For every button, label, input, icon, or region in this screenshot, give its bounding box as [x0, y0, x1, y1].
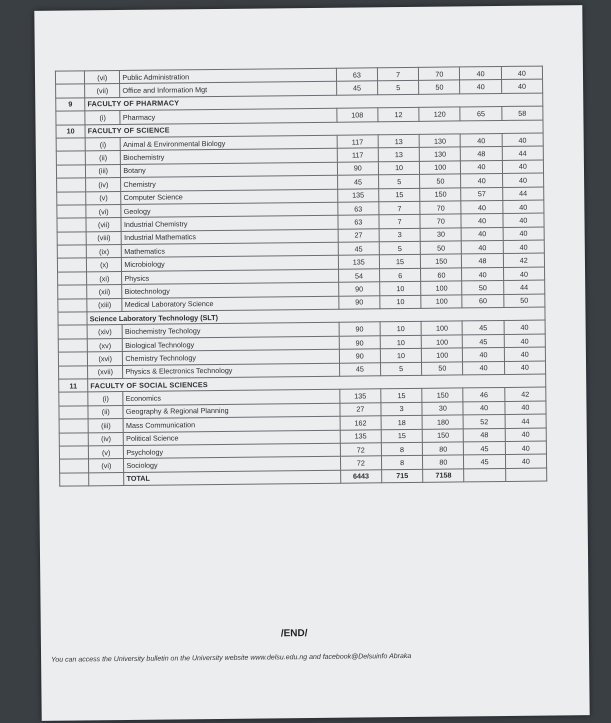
serial-number-cell — [56, 138, 85, 152]
quota-cell: 90 — [339, 336, 380, 350]
quota-total-cell: 50 — [419, 80, 460, 94]
quota-cell: 90 — [338, 282, 379, 296]
cutoff-cell: 40 — [502, 173, 543, 187]
roman-index-cell: (xv) — [87, 338, 122, 352]
serial-number-cell — [59, 419, 88, 433]
programme-name-cell: Pharmacy — [120, 108, 336, 124]
roman-index-cell: (xi) — [87, 271, 122, 285]
quota-cell: 7 — [379, 201, 420, 215]
quota-cell: 5 — [378, 174, 419, 188]
programme-name-cell: Industrial Mathematics — [121, 229, 337, 245]
quota-cell: 13 — [378, 134, 419, 148]
cutoff-cell: 40 — [462, 241, 503, 255]
programme-name-cell: Political Science — [124, 430, 340, 446]
cutoff-cell: 40 — [463, 348, 504, 362]
roman-index-cell: (viii) — [86, 231, 121, 245]
quota-cell: 3 — [381, 402, 422, 416]
quota-cell: 5 — [378, 81, 419, 95]
admission-quota-table — [55, 66, 547, 487]
roman-index-cell: (v) — [86, 191, 121, 205]
serial-number-cell — [58, 298, 87, 312]
quota-cell: 715 — [382, 469, 423, 483]
roman-index-cell: (x) — [87, 258, 122, 272]
programme-name-cell: Botany — [121, 162, 337, 178]
quota-cell: 6443 — [340, 469, 381, 483]
cutoff-cell: 48 — [461, 147, 502, 161]
programme-name-cell: Geology — [121, 202, 337, 218]
quota-cell: 45 — [336, 81, 377, 95]
programme-name-cell: Chemistry Technology — [123, 349, 339, 365]
cutoff-cell: 40 — [462, 267, 503, 281]
roman-index-cell: (ii) — [85, 151, 120, 165]
serial-number-cell: 9 — [56, 98, 85, 112]
cutoff-cell: 40 — [501, 66, 542, 80]
programme-name-cell: Psychology — [124, 443, 340, 459]
quota-total-cell: 130 — [419, 147, 460, 161]
quota-cell: 18 — [381, 416, 422, 430]
roman-index-cell: (vii) — [86, 218, 121, 232]
roman-index-cell: (xvi) — [88, 352, 123, 366]
quota-cell: 90 — [337, 162, 378, 176]
serial-number-cell — [59, 365, 88, 379]
roman-index-cell: (xiv) — [87, 325, 122, 339]
quota-cell: 117 — [337, 135, 378, 149]
serial-number-cell — [59, 406, 88, 420]
quota-cell: 10 — [380, 282, 421, 296]
cutoff-cell: 45 — [464, 455, 505, 469]
programme-name-cell: Computer Science — [121, 189, 337, 205]
quota-cell: 10 — [378, 161, 419, 175]
cutoff-cell — [505, 468, 546, 482]
cutoff-cell: 40 — [505, 428, 546, 442]
serial-number-cell — [59, 459, 88, 473]
cutoff-cell: 40 — [504, 320, 545, 334]
cutoff-cell: 57 — [461, 187, 502, 201]
quota-cell: 135 — [339, 389, 380, 403]
cutoff-cell: 40 — [462, 227, 503, 241]
serial-number-cell — [60, 473, 89, 487]
serial-number-cell — [57, 191, 86, 205]
programme-name-cell: Microbiology — [122, 256, 338, 272]
cutoff-cell: 40 — [461, 200, 502, 214]
quota-cell: 54 — [338, 269, 379, 283]
cutoff-cell: 40 — [461, 133, 502, 147]
serial-number-cell — [58, 285, 87, 299]
footer-note: You can access the University bulletin on the University website www.delsu.edu.ng and facebook@Delsuinfo Abraka — [51, 652, 412, 664]
cutoff-cell: 40 — [503, 240, 544, 254]
cutoff-cell: 42 — [504, 387, 545, 401]
serial-number-cell — [57, 205, 86, 219]
roman-index-cell: (i) — [85, 111, 120, 125]
quota-cell: 12 — [378, 108, 419, 122]
faculty-name-cell: FACULTY OF SCIENCE — [85, 120, 543, 138]
quota-cell: 90 — [339, 349, 380, 363]
roman-index-cell: (xiii) — [87, 298, 122, 312]
cutoff-cell: 50 — [503, 294, 544, 308]
roman-index-cell: (vii) — [85, 84, 120, 98]
cutoff-cell: 40 — [463, 401, 504, 415]
quota-total-cell: 7158 — [423, 469, 464, 483]
serial-number-cell — [56, 151, 85, 165]
quota-cell: 63 — [338, 202, 379, 216]
quota-total-cell: 30 — [420, 228, 461, 242]
cutoff-cell: 65 — [460, 107, 501, 121]
cutoff-cell: 45 — [464, 441, 505, 455]
quota-total-cell: 70 — [419, 67, 460, 81]
serial-number-cell — [58, 312, 87, 326]
roman-index-cell: (vi) — [85, 70, 120, 84]
faculty-name-cell: FACULTY OF PHARMACY — [85, 93, 543, 111]
roman-index-cell: (v) — [89, 445, 124, 459]
cutoff-cell: 60 — [462, 294, 503, 308]
quota-cell: 135 — [338, 255, 379, 269]
serial-number-cell — [57, 178, 86, 192]
quota-cell: 117 — [337, 148, 378, 162]
programme-name-cell: Economics — [123, 390, 339, 406]
cutoff-cell: 40 — [461, 214, 502, 228]
quota-cell: 10 — [380, 295, 421, 309]
quota-cell: 5 — [379, 241, 420, 255]
programme-name-cell: Biotechnology — [122, 282, 338, 298]
quota-total-cell: 100 — [422, 348, 463, 362]
roman-index-cell: (ix) — [86, 245, 121, 259]
quota-total-cell: 50 — [420, 174, 461, 188]
cutoff-cell: 40 — [505, 441, 546, 455]
roman-index-cell: (i) — [85, 137, 120, 151]
quota-cell: 72 — [340, 443, 381, 457]
roman-index-cell: (ii) — [88, 405, 123, 419]
document-page — [34, 5, 589, 721]
programme-name-cell: TOTAL — [124, 470, 340, 486]
quota-total-cell: 100 — [421, 295, 462, 309]
cutoff-cell: 40 — [503, 213, 544, 227]
programme-name-cell: Biochemistry — [121, 149, 337, 165]
programme-name-cell: Public Administration — [120, 68, 336, 84]
serial-number-cell — [55, 71, 84, 85]
programme-name-cell: Sociology — [124, 457, 340, 473]
quota-cell: 8 — [381, 442, 422, 456]
roman-index-cell: (iv) — [86, 178, 121, 192]
quota-cell: 63 — [336, 68, 377, 82]
quota-cell: 3 — [379, 228, 420, 242]
serial-number-cell: 10 — [56, 124, 85, 138]
cutoff-cell: 40 — [460, 67, 501, 81]
quota-total-cell: 150 — [420, 187, 461, 201]
quota-cell: 15 — [381, 429, 422, 443]
quota-total-cell: 150 — [422, 388, 463, 402]
quota-total-cell: 80 — [423, 455, 464, 469]
cutoff-cell: 45 — [463, 334, 504, 348]
cutoff-cell: 40 — [505, 454, 546, 468]
roman-index-cell: (iv) — [88, 432, 123, 446]
quota-total-cell: 80 — [423, 442, 464, 456]
quota-total-cell: 100 — [420, 161, 461, 175]
serial-number-cell — [57, 258, 86, 272]
programme-name-cell: Mass Communication — [123, 416, 339, 432]
quota-total-cell: 50 — [420, 241, 461, 255]
programme-name-cell: Industrial Chemistry — [121, 216, 337, 232]
quota-cell: 108 — [337, 108, 378, 122]
quota-cell: 90 — [339, 322, 380, 336]
cutoff-cell: 40 — [505, 401, 546, 415]
cutoff-cell: 42 — [503, 254, 544, 268]
serial-number-cell — [56, 84, 85, 98]
cutoff-cell: 40 — [502, 160, 543, 174]
roman-index-cell: (xii) — [87, 285, 122, 299]
programme-name-cell: Physics — [122, 269, 338, 285]
cutoff-cell: 40 — [463, 361, 504, 375]
quota-total-cell: 100 — [421, 281, 462, 295]
quota-total-cell: 180 — [422, 415, 463, 429]
programme-name-cell: Office and Information Mgt — [120, 82, 336, 98]
roman-index-cell: (iii) — [88, 419, 123, 433]
serial-number-cell: 11 — [59, 379, 88, 393]
quota-total-cell: 70 — [420, 201, 461, 215]
quota-cell: 8 — [381, 456, 422, 470]
quota-cell: 72 — [340, 456, 381, 470]
roman-index-cell: (iii) — [86, 164, 121, 178]
quota-total-cell: 100 — [421, 321, 462, 335]
programme-name-cell: Biochemistry Techology — [122, 323, 338, 339]
roman-index-cell: (vi) — [89, 459, 124, 473]
cutoff-cell: 40 — [504, 361, 545, 375]
cutoff-cell: 44 — [505, 414, 546, 428]
serial-number-cell — [57, 245, 86, 259]
quota-cell: 13 — [378, 148, 419, 162]
serial-number-cell — [59, 446, 88, 460]
programme-name-cell: Mathematics — [122, 242, 338, 258]
cutoff-cell: 50 — [462, 281, 503, 295]
quota-cell: 135 — [340, 429, 381, 443]
programme-name-cell: Chemistry — [121, 175, 337, 191]
quota-total-cell: 60 — [421, 268, 462, 282]
quota-cell: 45 — [337, 175, 378, 189]
roman-index-cell: (xvii) — [88, 365, 123, 379]
cutoff-cell: 40 — [501, 79, 542, 93]
cutoff-cell: 40 — [503, 200, 544, 214]
serial-number-cell — [56, 111, 85, 125]
cutoff-cell — [464, 468, 505, 482]
cutoff-cell: 40 — [504, 347, 545, 361]
subgroup-name-cell: Science Laboratory Technology (SLT) — [87, 307, 545, 325]
quota-cell: 90 — [339, 295, 380, 309]
programme-name-cell: Animal & Environmental Biology — [121, 135, 337, 151]
cutoff-cell: 44 — [503, 280, 544, 294]
quota-cell: 15 — [379, 255, 420, 269]
cutoff-cell: 58 — [502, 106, 543, 120]
quota-cell: 5 — [380, 362, 421, 376]
faculty-name-cell: FACULTY OF SOCIAL SCIENCES — [88, 374, 546, 392]
quota-cell: 162 — [340, 416, 381, 430]
quota-cell: 10 — [380, 349, 421, 363]
quota-cell: 7 — [377, 67, 418, 81]
cutoff-cell: 48 — [462, 254, 503, 268]
quota-total-cell: 150 — [421, 254, 462, 268]
cutoff-cell: 40 — [504, 334, 545, 348]
quota-cell: 15 — [381, 389, 422, 403]
quota-cell: 7 — [379, 215, 420, 229]
serial-number-cell — [57, 232, 86, 246]
serial-number-cell — [58, 352, 87, 366]
cutoff-cell: 40 — [503, 267, 544, 281]
quota-total-cell: 30 — [422, 402, 463, 416]
cutoff-cell: 40 — [502, 133, 543, 147]
cutoff-cell: 46 — [463, 388, 504, 402]
quota-total-cell: 70 — [420, 214, 461, 228]
cutoff-cell: 40 — [461, 160, 502, 174]
serial-number-cell — [59, 432, 88, 446]
programme-name-cell: Geography & Regional Planning — [123, 403, 339, 419]
quota-cell: 6 — [379, 268, 420, 282]
programme-name-cell: Medical Laboratory Science — [122, 296, 338, 312]
quota-cell: 10 — [380, 322, 421, 336]
serial-number-cell — [56, 165, 85, 179]
quota-total-cell: 130 — [419, 134, 460, 148]
quota-total-cell: 150 — [422, 428, 463, 442]
end-marker: /END/ — [280, 628, 308, 640]
quota-cell: 45 — [339, 362, 380, 376]
serial-number-cell — [57, 218, 86, 232]
cutoff-cell: 40 — [503, 227, 544, 241]
quota-total-cell: 120 — [419, 107, 460, 121]
cutoff-cell: 44 — [502, 146, 543, 160]
quota-cell: 27 — [338, 228, 379, 242]
cutoff-cell: 45 — [463, 321, 504, 335]
serial-number-cell — [58, 325, 87, 339]
roman-index-cell: (vi) — [86, 204, 121, 218]
cutoff-cell: 40 — [461, 174, 502, 188]
quota-total-cell: 100 — [421, 335, 462, 349]
cutoff-cell: 40 — [460, 80, 501, 94]
quota-total-cell: 50 — [422, 362, 463, 376]
programme-name-cell: Biological Technology — [123, 336, 339, 352]
cutoff-cell: 52 — [464, 415, 505, 429]
quota-cell: 135 — [337, 188, 378, 202]
serial-number-cell — [59, 392, 88, 406]
serial-number-cell — [58, 272, 87, 286]
roman-index-cell: (i) — [88, 392, 123, 406]
quota-cell: 27 — [340, 403, 381, 417]
quota-cell: 45 — [338, 242, 379, 256]
quota-cell: 63 — [338, 215, 379, 229]
programme-name-cell: Physics & Electronics Technology — [123, 363, 339, 379]
quota-cell: 15 — [379, 188, 420, 202]
table-body — [55, 66, 546, 486]
cutoff-cell: 48 — [464, 428, 505, 442]
serial-number-cell — [58, 339, 87, 353]
quota-cell: 10 — [380, 335, 421, 349]
cutoff-cell: 44 — [502, 187, 543, 201]
roman-index-cell — [89, 472, 124, 486]
